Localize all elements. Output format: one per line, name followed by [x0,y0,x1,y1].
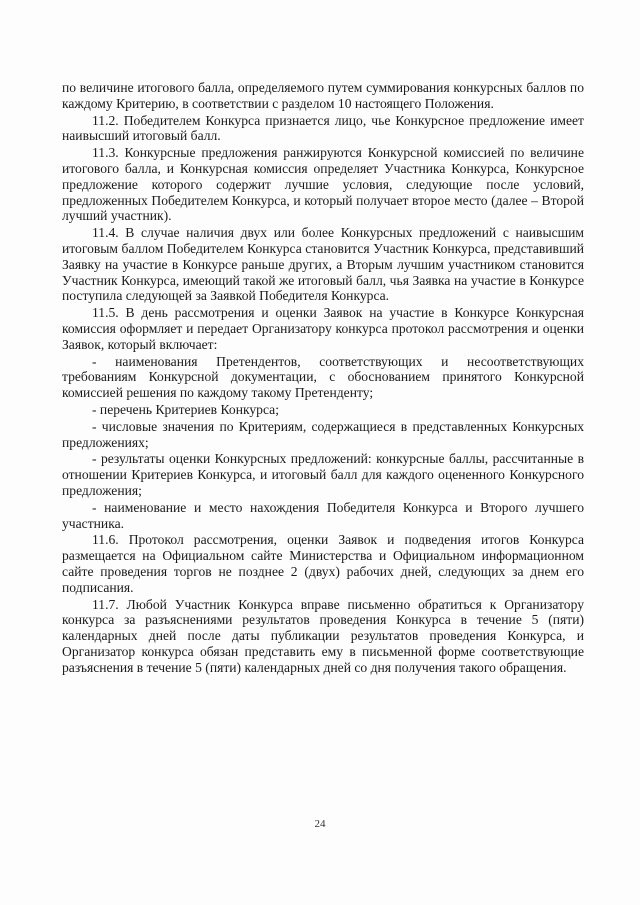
paragraph-11-6: 11.6. Протокол рассмотрения, оценки Заявок и подведения итогов Конкурса размещается на Официальном сайте Министерства и Официальном информационном сайте проведения торгов не позднее 2 (двух) рабочих дней, следующих за днем его подписания. [62,532,584,595]
list-item-applicants: - наименования Претендентов, соответствующих и несоответствующих требованиям Конкурсной документации, с обоснованием принятого Конкурсной комиссией решения по каждому такому Претенденту; [62,353,584,401]
paragraph-11-7: 11.7. Любой Участник Конкурса вправе письменно обратиться к Организатору конкурса за разъяснениями результатов проведения Конкурса в течение 5 (пяти) календарных дней после даты публикации результатов проведения Конкурса, и Организатор конкурса обязан представить ему в письменной форме соответствующие разъяснения в течение 5 (пяти) календарных дней со дня получения такого обращения. [62,596,584,675]
document-body [62,80,584,676]
paragraph-11-3: 11.3. Конкурсные предложения ранжируются Конкурсной комиссией по величине итогового балла, и Конкурсная комиссия определяет Участника Конкурса, Конкурсное предложение которого содержит лучшие условия, следующие после условий, предложенных Победителем Конкурса, и который получает второе место (далее – Второй лучший участник). [62,145,584,224]
paragraph-continuation: по величине итогового балла, определяемого путем суммирования конкурсных баллов по каждому Критерию, в соответствии с разделом 10 настоящего Положения. [62,80,584,111]
page-number: 24 [314,818,326,830]
list-item-criteria: - перечень Критериев Конкурса; [92,401,279,417]
list-item-evaluation-results: - результаты оценки Конкурсных предложений: конкурсные баллы, рассчитанные в отношении Критериев Конкурса, и итоговый балл для каждого оцененного Конкурсного предложения; [62,451,584,498]
paragraph-11-4: 11.4. В случае наличия двух или более Конкурсных предложений с наивысшим итоговым баллом Победителем Конкурса становится Участник Конкурса, представивший Заявку на участие в Конкурсе раньше других, а Вторым лучшим участником становится Участник Конкурса, имеющий такой же итоговый балл, чья Заявка на участие в Конкурсе поступила следующей за Заявкой Победителя Конкурса. [62,225,584,304]
paragraph-11-2: 11.2. Победителем Конкурса признается лицо, чье Конкурсное предложение имеет наивысший итоговый балл. [62,112,584,144]
list-item-winner-info: - наименование и место нахождения Победителя Конкурса и Второго лучшего участника. [62,499,584,531]
paragraph-11-5: 11.5. В день рассмотрения и оценки Заявок на участие в Конкурсе Конкурсная комиссия оформляет и передает Организатору конкурса протокол рассмотрения и оценки Заявок, который включает: [62,305,584,352]
list-item-numeric-values: - числовые значения по Критериям, содержащиеся в представленных Конкурсных предложениях; [62,418,584,450]
